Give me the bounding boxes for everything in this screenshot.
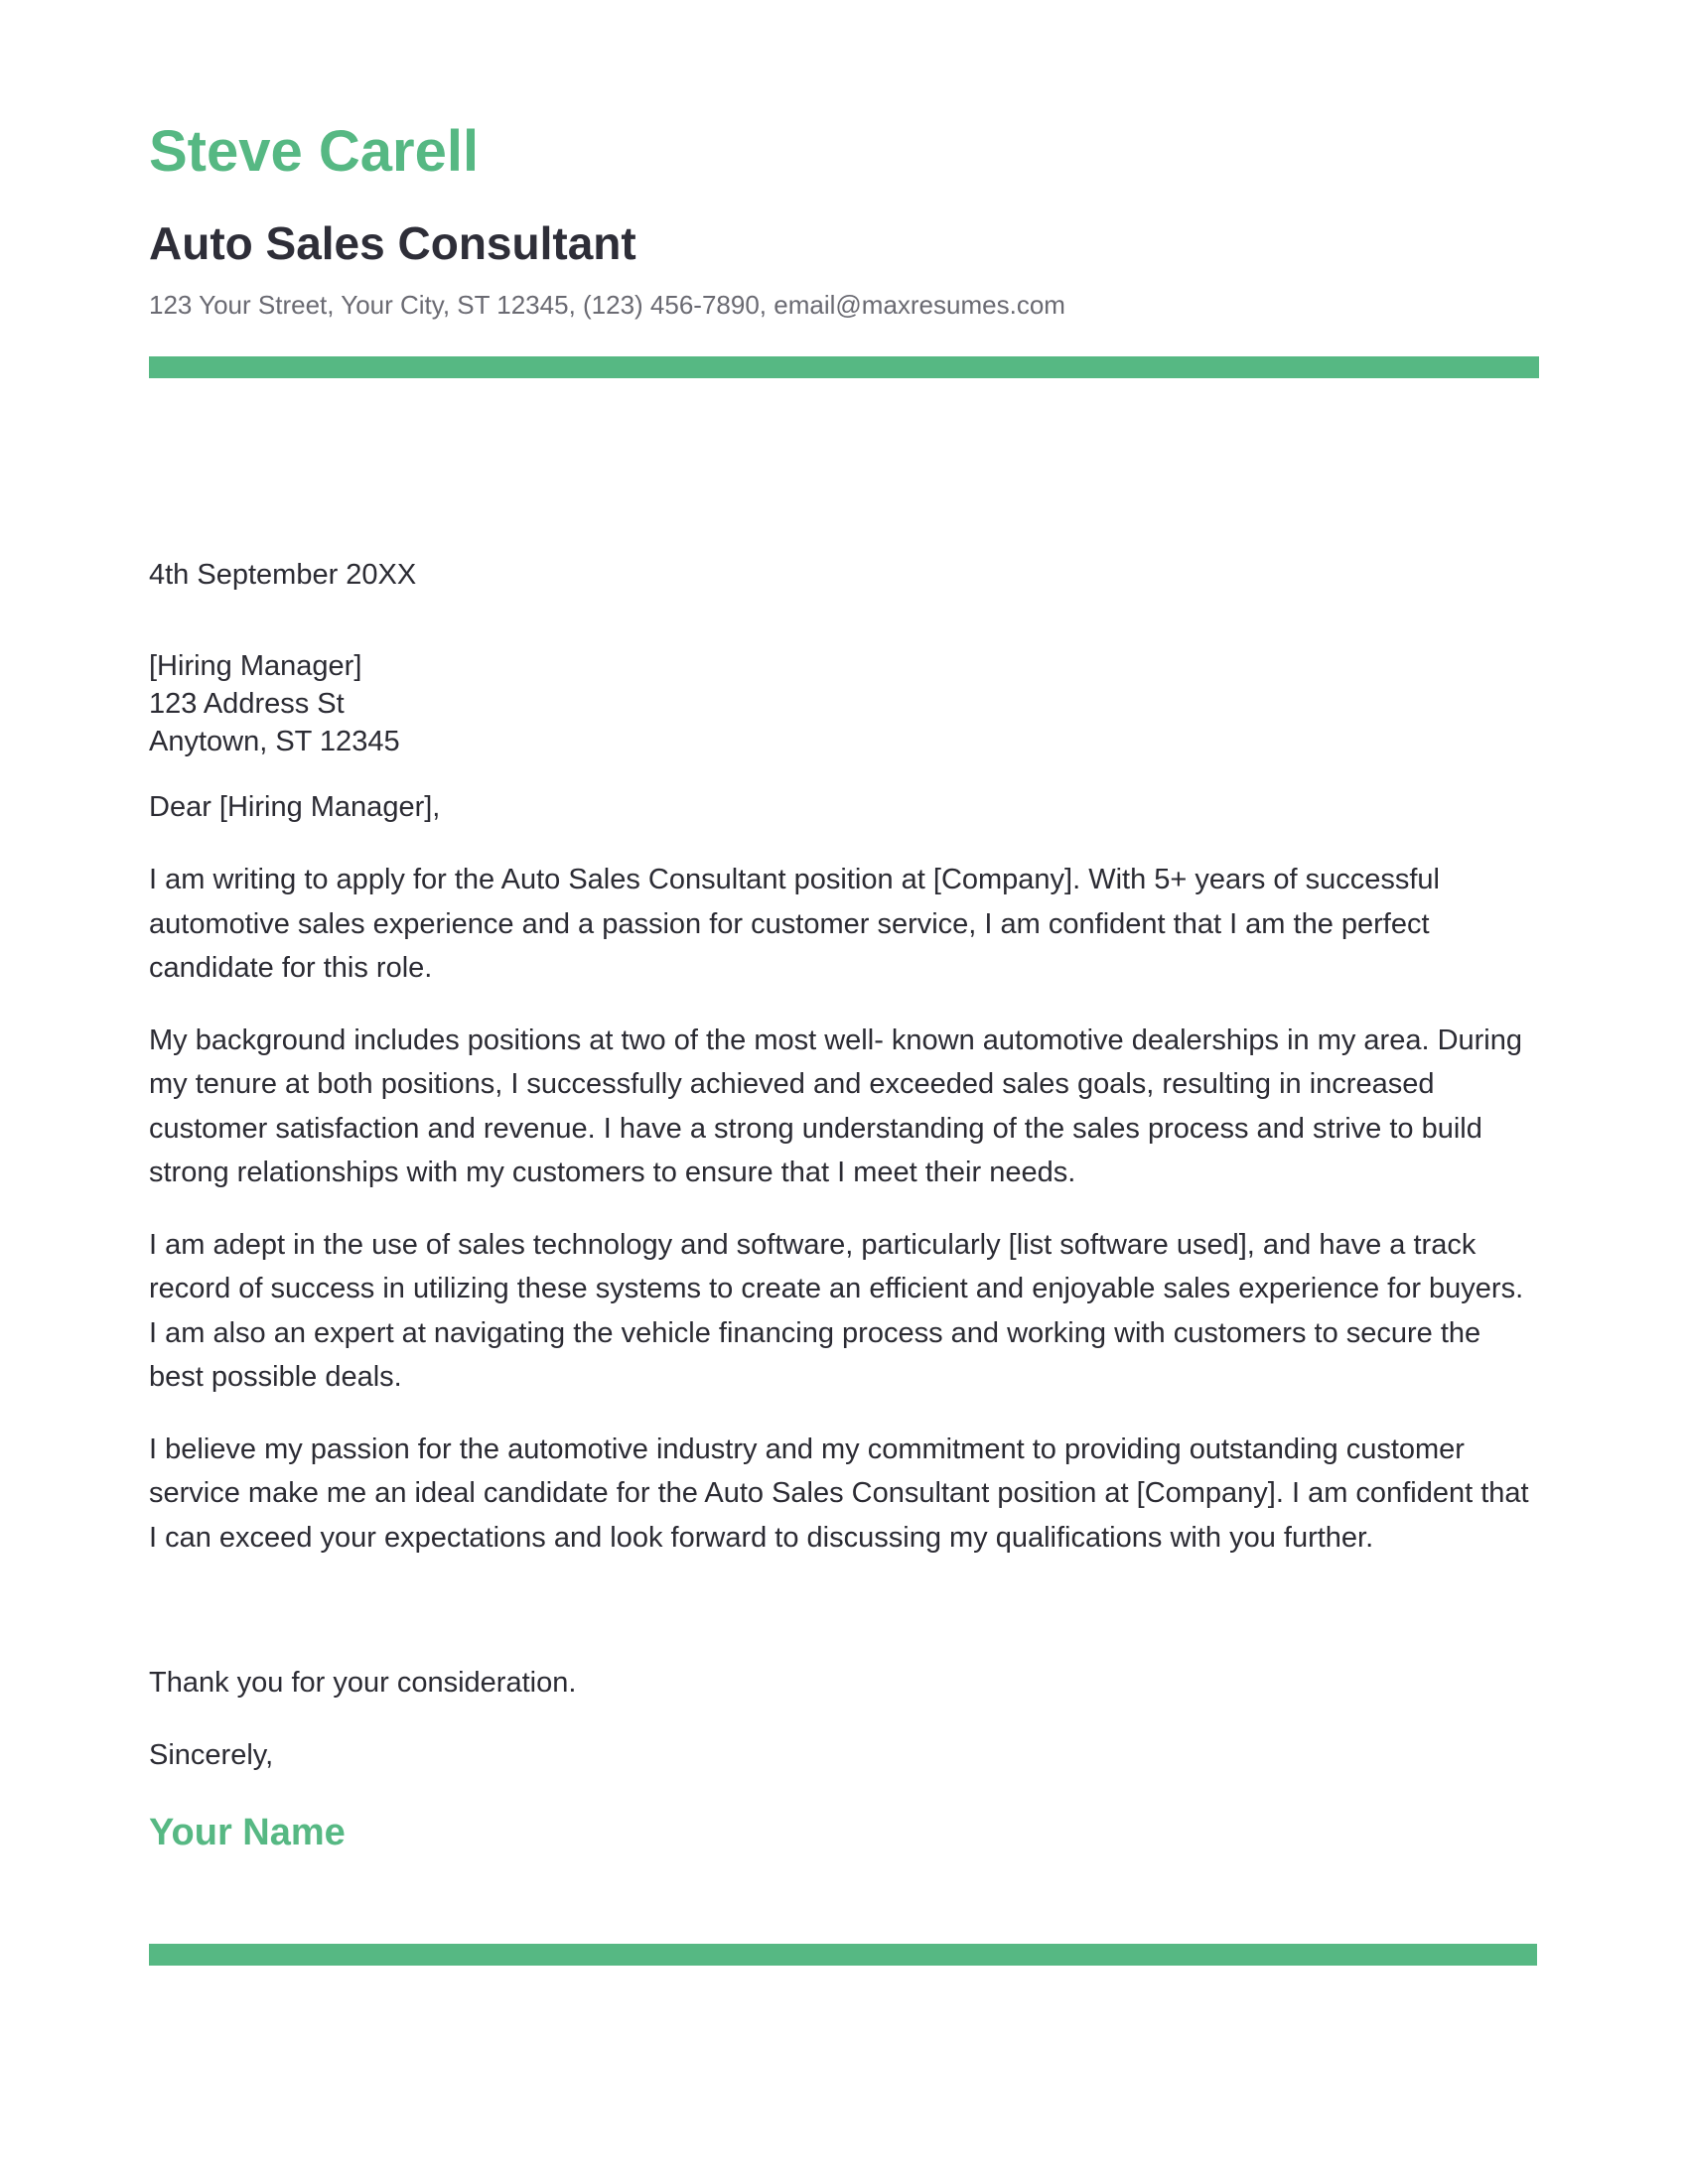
recipient-address xyxy=(149,647,400,760)
thanks-line: Thank you for your consideration. xyxy=(149,1667,577,1699)
recipient-line: 123 Address St xyxy=(149,688,345,720)
applicant-name: Steve Carell xyxy=(149,119,480,184)
contact-info: 123 Your Street, Your City, ST 12345, (123) 456-7890, email@maxresumes.com xyxy=(149,290,1065,320)
closing: Sincerely, xyxy=(149,1739,274,1771)
header-divider xyxy=(149,356,1539,378)
body-paragraph: I believe my passion for the automotive industry and my commitment to providing outstanding customer service make me an ideal candidate for the Auto Sales Consultant position at [Company]. I am confident that I can exceed your expectations and look forward to discussing my qualifications with you further. xyxy=(149,1433,1529,1554)
recipient-line: [Hiring Manager] xyxy=(149,650,362,682)
letter-body xyxy=(149,858,1539,1587)
body-paragraph: I am writing to apply for the Auto Sales Consultant position at [Company]. With 5+ years of successful automotive sales experience and a passion for customer service, I am confident that I am the perfect candidate for this role. xyxy=(149,864,1441,984)
body-paragraph: I am adept in the use of sales technology and software, particularly [list software used], and have a track record of success in utilizing these systems to create an efficient and enjoyable sales experience for buyers. I am also an expert at navigating the vehicle financing process and working with customers to secure the best possible deals. xyxy=(149,1228,1524,1393)
job-title: Auto Sales Consultant xyxy=(149,217,636,269)
salutation: Dear [Hiring Manager], xyxy=(149,791,441,823)
letter-date: 4th September 20XX xyxy=(149,559,417,591)
footer-divider xyxy=(149,1944,1537,1966)
body-paragraph: My background includes positions at two of the most well- known automotive dealerships in my area. During my tenure at both positions, I successfully achieved and exceeded sales goals, resulting in increased customer satisfaction and revenue. I have a strong understanding of the sales process and strive to build strong relationships with my customers to ensure that I meet their needs. xyxy=(149,1024,1523,1188)
recipient-line: Anytown, ST 12345 xyxy=(149,726,400,757)
signature-name: Your Name xyxy=(149,1812,346,1853)
